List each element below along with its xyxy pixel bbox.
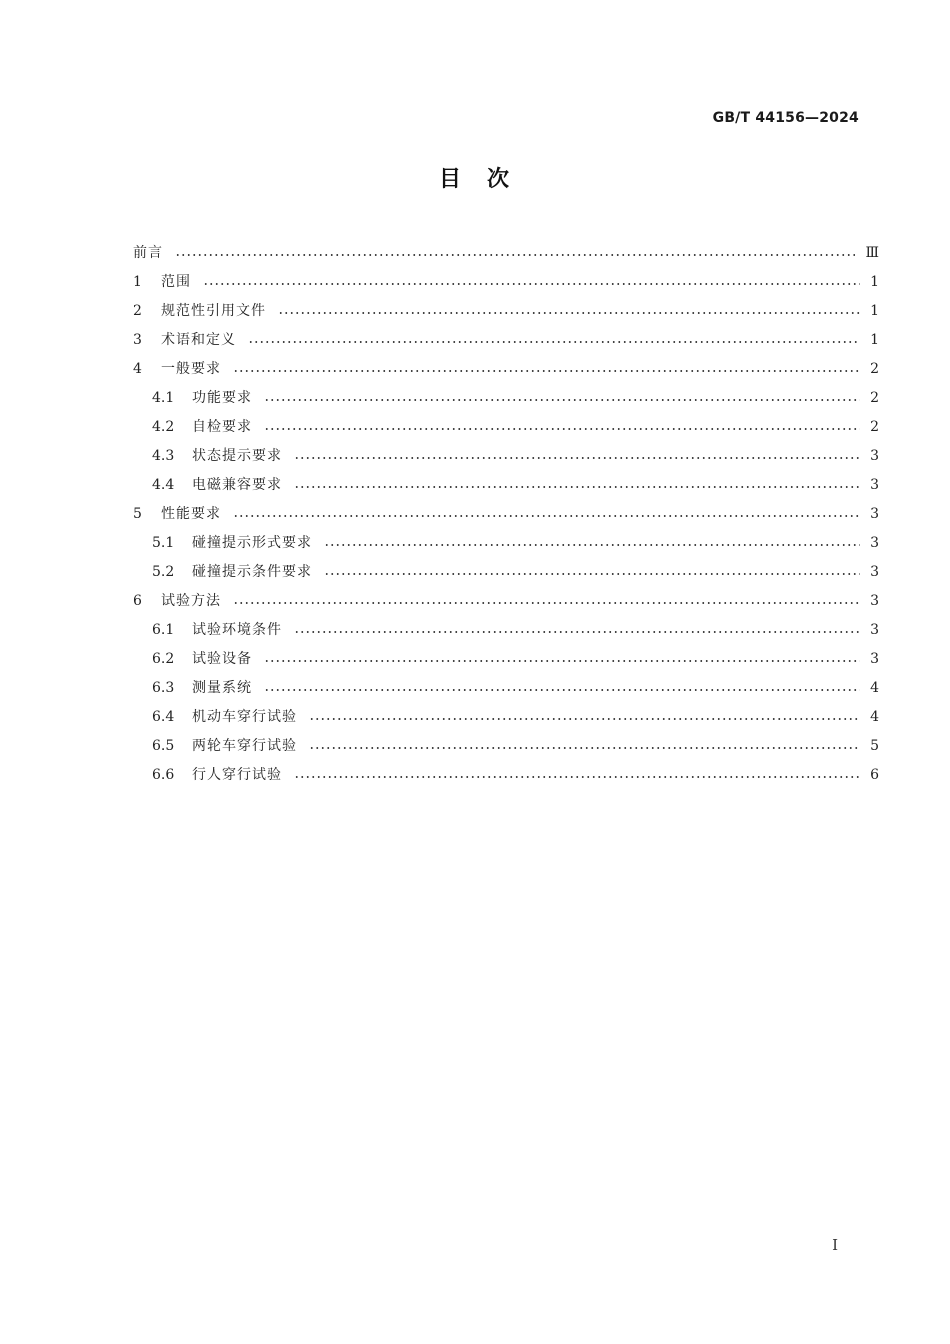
toc-entry-number: 4 <box>133 361 142 377</box>
toc-entry-label: 碰撞提示条件要求 <box>192 564 312 580</box>
toc-entry[interactable] <box>133 297 879 326</box>
toc-entry-label: 测量系统 <box>192 680 252 696</box>
toc-entry-number: 6.4 <box>152 709 175 725</box>
toc-dot-leader <box>233 602 860 604</box>
toc-entry-number: 2 <box>133 303 142 319</box>
toc-entry-label: 两轮车穿行试验 <box>192 738 297 754</box>
toc-entry[interactable] <box>133 703 879 732</box>
toc-entry[interactable] <box>133 326 879 355</box>
toc-entry-number: 5.1 <box>152 535 175 551</box>
toc-dot-leader <box>264 660 860 662</box>
toc-entry-page: Ⅲ <box>865 245 879 261</box>
toc-entry-page: 3 <box>870 622 879 638</box>
toc-entry-label: 自检要求 <box>192 419 252 435</box>
toc-entry[interactable] <box>133 442 879 471</box>
toc-entry-label: 范围 <box>161 274 191 290</box>
toc-entry[interactable] <box>133 616 879 645</box>
toc-entry-page: 4 <box>870 680 879 696</box>
toc-entry-label: 试验设备 <box>192 651 252 667</box>
toc-dot-leader <box>294 486 860 488</box>
toc-entry-label: 功能要求 <box>192 390 252 406</box>
toc-dot-leader <box>324 573 860 575</box>
toc-entry-number: 4.4 <box>152 477 175 493</box>
toc-entry-number: 6.3 <box>152 680 175 696</box>
toc-entry-page: 3 <box>870 477 879 493</box>
toc-entry-number: 5.2 <box>152 564 175 580</box>
toc-entry-number: 4.1 <box>152 390 175 406</box>
toc-dot-leader <box>248 341 860 343</box>
toc-entry-label: 术语和定义 <box>161 332 236 348</box>
toc-entry-number: 6 <box>133 593 142 609</box>
toc-entry-page: 3 <box>870 564 879 580</box>
toc-entry[interactable] <box>133 268 879 297</box>
toc-entry-page: 3 <box>870 535 879 551</box>
toc-dot-leader <box>294 631 860 633</box>
toc-dot-leader <box>233 370 860 372</box>
toc-entry-number: 6.2 <box>152 651 175 667</box>
toc-entry-page: 3 <box>870 448 879 464</box>
toc-entry[interactable] <box>133 674 879 703</box>
toc-entry-page: 2 <box>870 390 879 406</box>
toc-entry-label: 规范性引用文件 <box>161 303 266 319</box>
toc-entry[interactable] <box>133 732 879 761</box>
toc-title: 目 次 <box>438 167 511 192</box>
page-number: I <box>832 1236 838 1254</box>
toc-entry-number: 3 <box>133 332 142 348</box>
toc-dot-leader <box>264 689 860 691</box>
toc-entry-page: 2 <box>870 361 879 377</box>
toc-entry-number: 6.6 <box>152 767 175 783</box>
toc-dot-leader <box>294 776 860 778</box>
toc-entry[interactable] <box>133 500 879 529</box>
toc-dot-leader <box>324 544 860 546</box>
toc-entry-page: 2 <box>870 419 879 435</box>
toc-entry[interactable] <box>133 471 879 500</box>
toc-dot-leader <box>278 312 860 314</box>
toc-entry-label: 状态提示要求 <box>192 448 282 464</box>
toc-entry[interactable] <box>133 384 879 413</box>
toc-dot-leader <box>175 254 855 256</box>
toc-entry[interactable] <box>133 645 879 674</box>
toc-entry-number: 4.3 <box>152 448 175 464</box>
toc-entry-page: 3 <box>870 506 879 522</box>
table-of-contents <box>133 239 879 790</box>
toc-entry[interactable] <box>133 239 879 268</box>
toc-entry-label: 行人穿行试验 <box>192 767 282 783</box>
toc-dot-leader <box>309 718 860 720</box>
toc-entry-number: 1 <box>133 274 142 290</box>
toc-entry-label: 电磁兼容要求 <box>192 477 282 493</box>
toc-entry[interactable] <box>133 355 879 384</box>
toc-entry-number: 5 <box>133 506 142 522</box>
toc-entry-page: 1 <box>870 274 879 290</box>
toc-dot-leader <box>309 747 860 749</box>
toc-entry-page: 3 <box>870 651 879 667</box>
toc-entry-label: 机动车穿行试验 <box>192 709 297 725</box>
toc-entry-label: 试验方法 <box>161 593 221 609</box>
toc-entry-label: 碰撞提示形式要求 <box>192 535 312 551</box>
toc-entry-label: 一般要求 <box>161 361 221 377</box>
toc-entry-number: 6.1 <box>152 622 175 638</box>
toc-entry-page: 3 <box>870 593 879 609</box>
toc-entry-label: 性能要求 <box>161 506 221 522</box>
toc-entry-page: 1 <box>870 303 879 319</box>
standard-code: GB/T 44156—2024 <box>712 110 859 126</box>
toc-entry-page: 4 <box>870 709 879 725</box>
toc-entry[interactable] <box>133 761 879 790</box>
toc-entry-number: 6.5 <box>152 738 175 754</box>
toc-dot-leader <box>233 515 860 517</box>
toc-entry[interactable] <box>133 529 879 558</box>
toc-entry[interactable] <box>133 558 879 587</box>
toc-entry-page: 6 <box>870 767 879 783</box>
toc-entry-page: 1 <box>870 332 879 348</box>
toc-dot-leader <box>264 399 860 401</box>
toc-entry-label: 试验环境条件 <box>192 622 282 638</box>
toc-dot-leader <box>264 428 860 430</box>
toc-entry-page: 5 <box>870 738 879 754</box>
toc-entry-number: 4.2 <box>152 419 175 435</box>
toc-dot-leader <box>294 457 860 459</box>
toc-entry[interactable] <box>133 413 879 442</box>
toc-dot-leader <box>203 283 860 285</box>
toc-entry[interactable] <box>133 587 879 616</box>
toc-entry-label: 前言 <box>133 245 163 261</box>
